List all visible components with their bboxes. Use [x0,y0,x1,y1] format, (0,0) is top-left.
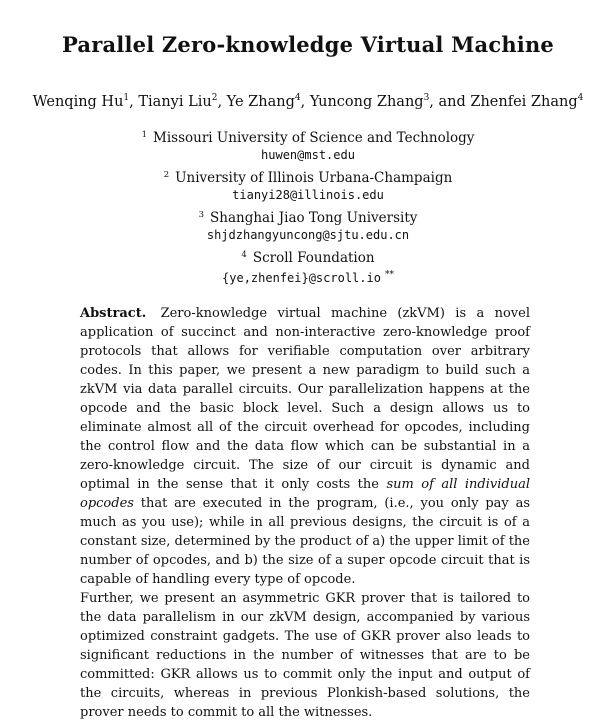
author-separator: , [129,94,139,110]
author-affiliation-mark: 1 [123,93,130,103]
affiliation-number: 3 [198,210,205,220]
affiliation-number: 4 [241,250,247,260]
author-separator: , [217,94,227,110]
abstract-text: that are executed in the program, (i.e., you only pay as much as you use); while in all previous designs, the circuit is of a constant size, determined by the product of a) the upper limit of the number of opcodes, and b) the size of a super opcode circuit that is capable of handling every type of opcode. [80,496,530,587]
affiliation-number: 1 [141,130,147,140]
affiliation-org: Shanghai Jiao Tong University [210,210,418,226]
affiliation-email-line [0,225,616,245]
affiliation [0,205,616,225]
affiliation-email[interactable]: shjdzhangyuncong@sjtu.edu.cn [206,228,410,242]
abstract-emphasis: sum of all individual opcodes [80,477,531,511]
affiliation [0,125,616,145]
affiliation-email[interactable]: huwen@mst.edu [261,148,355,162]
affiliation-email[interactable]: {ye,zhenfei}@scroll.io [222,271,381,285]
abstract [80,304,530,722]
author-affiliation-mark: 4 [577,93,584,103]
affiliation-email[interactable]: tianyi28@illinois.edu [232,188,384,202]
affiliation-org: Missouri University of Science and Technology [153,130,475,146]
footnote-mark: ** [384,270,394,280]
author-name: Ye Zhang [226,94,295,110]
author-separator: , [300,94,310,110]
abstract-text: Zero-knowledge virtual machine (zkVM) is a novel application of succinct and non-interactive zero-knowledge proof protocols that allows for verifiable computation over arbitrary codes. In this paper, we present a new paradigm to build such a zkVM via data parallel circuits. Our parallelization happens at the opcode and the basic block level. Such a design allows us to eliminate almost all of the circuit overhead for opcodes, including the control flow and the data flow which can be substantial in a zero-knowledge circuit. The size of our circuit is dynamic and optimal in the sense that it only costs the [80,306,530,492]
affiliation-number: 2 [163,170,170,180]
author-list [20,93,596,110]
author-separator: , and [429,94,471,110]
author-name: Tianyi Liu [138,94,212,110]
affiliation-email-line [0,185,616,205]
author-affiliation-mark: 2 [211,93,218,103]
abstract-paragraph: Further, we present an asymmetric GKR prover that is tailored to the data parallelism in our zkVM design, accompanied by various optimized constraint gadgets. The use of GKR prover also leads to significant reductions in the number of witnesses that are to be committed: GKR allows us to commit only the input and output of the circuits, whereas in previous Plonkish-based solutions, the prover needs to commit to all the witnesses. [80,591,530,720]
author-affiliation-mark: 4 [294,93,301,103]
author-name: Wenqing Hu [32,94,124,110]
author-name: Zhenfei Zhang [470,94,578,110]
affiliation [0,245,616,265]
affiliation-list [0,125,616,285]
affiliation-email-line [0,145,616,165]
author-affiliation-mark: 3 [423,93,430,103]
affiliation-org: University of Illinois Urbana-Champaign [175,170,453,186]
abstract-paragraph [80,304,530,589]
affiliation-org: Scroll Foundation [252,250,375,266]
paper-title: Parallel Zero-knowledge Virtual Machine [61,32,554,57]
affiliation [0,165,616,185]
abstract-heading: Abstract. [80,306,147,321]
affiliation-email-line [0,265,616,285]
author-name: Yuncong Zhang [309,94,424,110]
